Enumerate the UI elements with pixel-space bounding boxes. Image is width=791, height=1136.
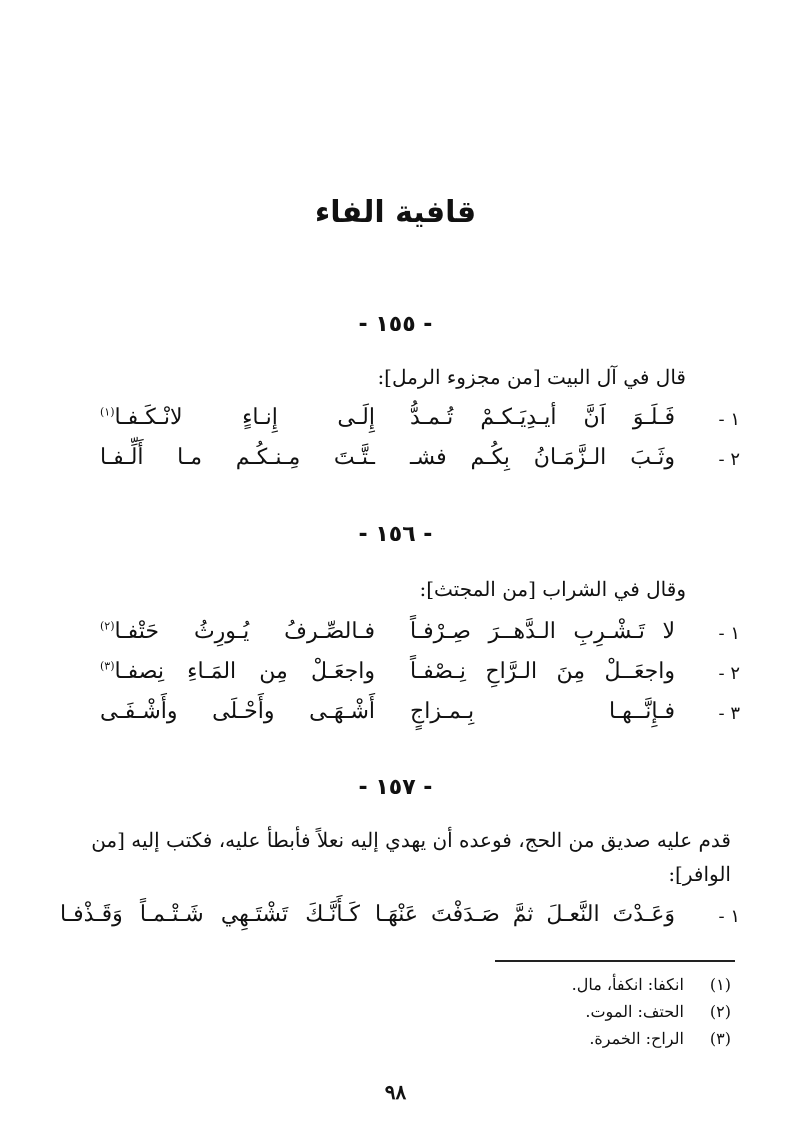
poem-number: - ١٥٥ - <box>358 312 433 337</box>
verse-first-hemistich: فَـلَـوَ اَنَّ أيـدِيَـكـمْ تُـمـدُّ <box>410 405 675 430</box>
verse-number: ٢ - <box>718 663 740 684</box>
footnote-separator <box>495 960 735 962</box>
verse-line <box>100 697 740 737</box>
verse-number: ٣ - <box>718 703 740 724</box>
verse-number: ٢ - <box>718 449 740 470</box>
hemistich-text: واجعَـلْ مِن المَـاءِ نِصفـا <box>114 659 375 684</box>
verse-first-hemistich: لا تَـشْـرِبِ الـدَّهــرَ صِـرْفـاً <box>410 619 675 644</box>
footnote-marker: (١) <box>100 405 115 419</box>
footnote-number: (٢) <box>709 1002 731 1021</box>
poem-intro: وقال في الشراب [من المجتث]: <box>419 577 686 601</box>
verse-second-hemistich: ـتَّـتَ مِـنـكُـم مـا أَلِّـفـا <box>100 445 375 470</box>
chapter-title: قافية الفاء <box>314 195 477 230</box>
page-number: ٩٨ <box>384 1080 407 1104</box>
verse-first-hemistich: وثَـبَ الـزَّمَـانُ بِكُـم فشـ <box>410 445 675 470</box>
footnote <box>331 1002 731 1028</box>
footnote-number: (٣) <box>709 1029 731 1048</box>
verse-line <box>100 443 740 483</box>
footnote <box>331 1029 731 1055</box>
verse-first-hemistich: فـإِنَّــهـا بِـمـزاجٍ <box>410 699 675 724</box>
verse-first-hemistich: واجعَــلْ مِنَ الـرَّاحِ نِـصْفـاً <box>410 659 675 684</box>
verse-second-hemistich: كَـأَنَّـكَ تَشْتَـهِي شَـتْـمـاً وَقَـذْفـا <box>60 902 360 927</box>
verse-second-hemistich <box>100 619 375 644</box>
verse-second-hemistich: أَشْـهَـى وأَحْـلَى وأَشْـفَـى <box>100 699 375 724</box>
footnote-number: (١) <box>709 975 731 994</box>
verse-line <box>60 900 740 940</box>
verse-second-hemistich <box>100 659 375 684</box>
verse-number: ١ - <box>718 623 740 644</box>
footnote <box>331 975 731 1001</box>
footnote-marker: (٣) <box>100 659 115 673</box>
footnote-text: انكفا: انكفأ، مال. <box>571 975 684 994</box>
verse-line <box>100 657 740 697</box>
verse-line <box>100 617 740 657</box>
verse-second-hemistich <box>100 405 375 430</box>
footnote-marker: (٢) <box>100 619 115 633</box>
poem-intro: قدم عليه صديق من الحج، فوعده أن يهدي إليه نعلاً فأبطأ عليه، فكتب إليه [من الوافر]: <box>91 828 731 886</box>
footnote-text: الحتف: الموت. <box>585 1002 684 1021</box>
poem-number: - ١٥٦ - <box>358 522 433 547</box>
hemistich-text: إِلَـى إِنـاءٍ لانْـكَـفـا <box>114 405 375 430</box>
poem-number: - ١٥٧ - <box>358 775 433 800</box>
verse-line <box>100 403 740 443</box>
footnote-text: الراح: الخمرة. <box>589 1029 684 1048</box>
hemistich-text: فـالصِّـرفُ يُـورِثُ حَتْفـا <box>114 619 375 644</box>
verse-number: ١ - <box>718 906 740 927</box>
verse-first-hemistich: وَعَـدْتَ النَّعـلَ ثمَّ صَـدَفْتَ عَنْهَـا <box>375 902 675 927</box>
poem-intro: قال في آل البيت [من مجزوء الرمل]: <box>377 365 686 389</box>
verse-number: ١ - <box>718 409 740 430</box>
